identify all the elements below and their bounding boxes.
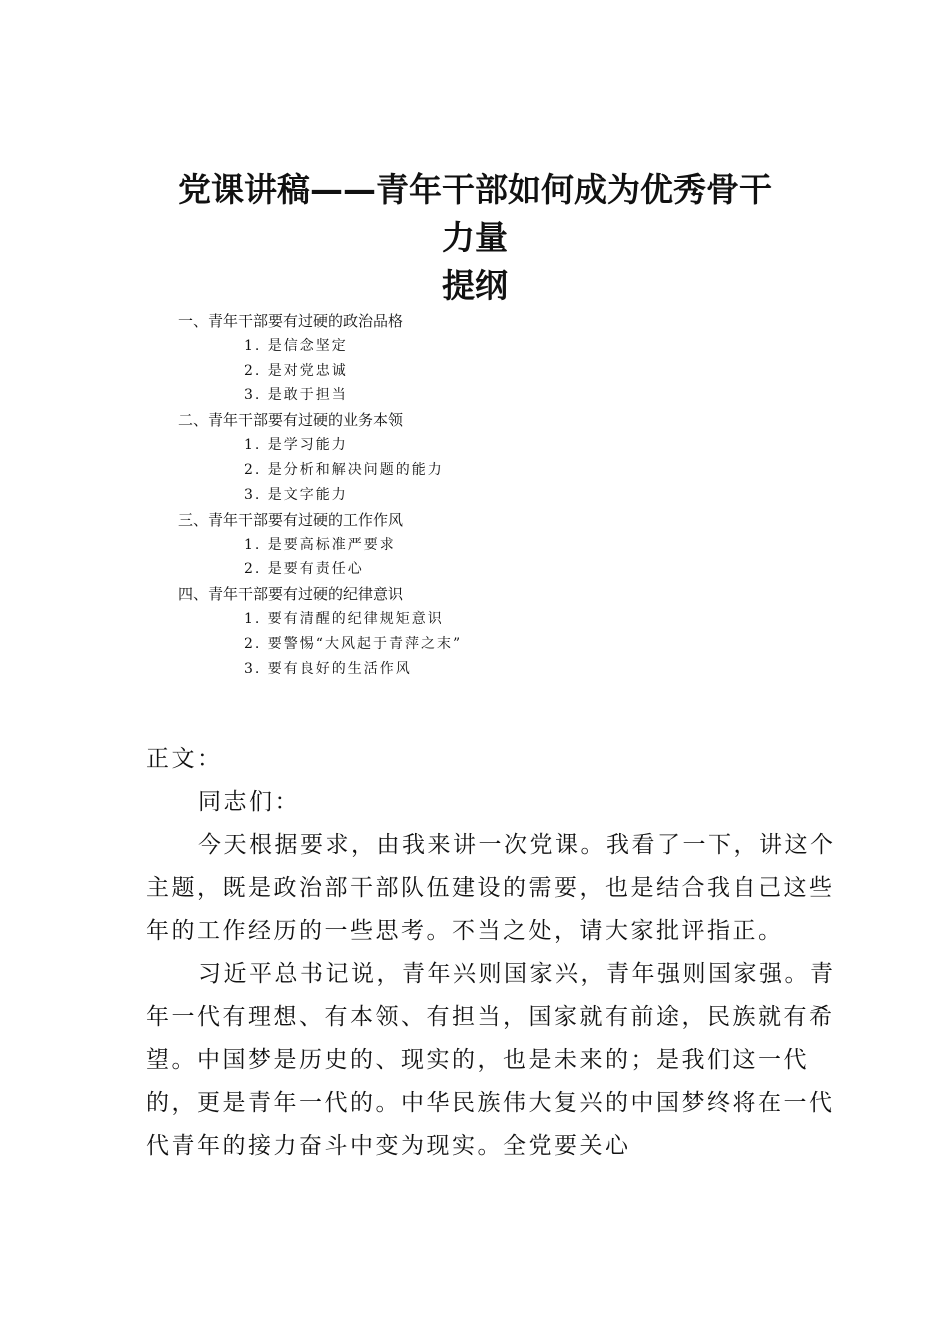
greeting: 同志们： <box>198 789 300 815</box>
outline-item: 3. 是敢于担当 <box>244 387 348 403</box>
title-line-3: 提纲 <box>442 266 508 305</box>
body-heading: 正文： <box>146 746 223 772</box>
outline-item: 1. 是学习能力 <box>244 437 348 453</box>
outline-item: 2. 是分析和解决问题的能力 <box>244 462 444 478</box>
title-line-2: 力量 <box>442 218 508 257</box>
main-text <box>146 738 836 1168</box>
outline-item: 3. 要有良好的生活作风 <box>244 661 412 677</box>
outline-section-2: 二、青年干部要有过硬的业务本领 <box>178 411 404 429</box>
outline-item: 1. 是信念坚定 <box>244 338 348 354</box>
outline-section-4: 四、青年干部要有过硬的纪律意识 <box>178 585 404 603</box>
outline-item: 1. 是要高标准严要求 <box>244 537 396 553</box>
title-line-1: 党课讲稿——青年干部如何成为优秀骨干 <box>178 170 772 209</box>
outline-item: 3. 是文字能力 <box>244 487 348 503</box>
outline-item: 2. 是对党忠诚 <box>244 363 348 379</box>
outline-item: 1. 要有清醒的纪律规矩意识 <box>244 611 444 627</box>
outline-section-3: 三、青年干部要有过硬的工作作风 <box>178 511 404 529</box>
body-paragraph: 习近平总书记说，青年兴则国家兴，青年强则国家强。青年一代有理想、有本领、有担当，国家就有前途，民族就有希望。中国梦是历史的、现实的，也是未来的；是我们这一代的，更是青年一代的。中华民族伟大复兴的中国梦终将在一代代青年的接力奋斗中变为现实。全党要关心 <box>146 961 836 1159</box>
outline-item: 2. 是要有责任心 <box>244 561 364 577</box>
outline-item: 2. 要警惕“大风起于青萍之末” <box>244 636 463 652</box>
body-paragraph: 今天根据要求，由我来讲一次党课。我看了一下，讲这个主题，既是政治部干部队伍建设的需要，也是结合我自己这些年的工作经历的一些思考。不当之处，请大家批评指正。 <box>146 832 836 944</box>
outline-section-1: 一、青年干部要有过硬的政治品格 <box>178 312 404 330</box>
document-title <box>0 166 950 310</box>
